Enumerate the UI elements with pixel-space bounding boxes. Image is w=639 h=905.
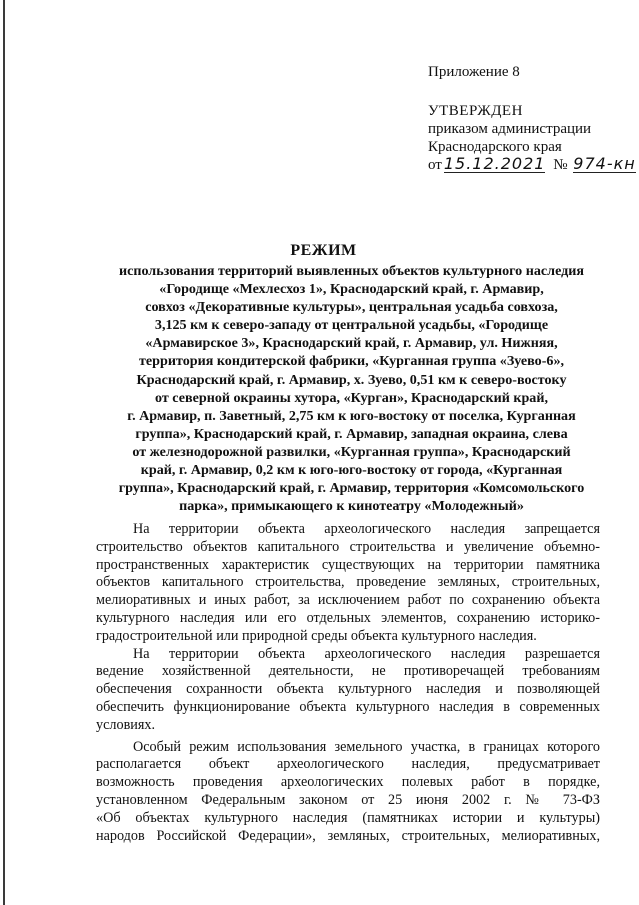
paragraph-line: На территории объекта археологического наследия разрешается (133, 645, 600, 662)
paragraph-special-regime (96, 739, 600, 846)
paragraph-line: народов Российской Федерации», земляных, строительных, мелиоративных, (96, 827, 600, 844)
date-prefix: от (428, 157, 442, 173)
paragraph-line: строительство объектов капитального строительства и увеличение объемно- (96, 538, 600, 555)
subtitle-line: группа», Краснодарский край, г. Армавир, западная окраина, слева (135, 425, 568, 442)
subtitle-line: совхоз «Декоративные культуры», центральная усадьба совхоза, (145, 299, 558, 316)
paragraph-line: располагается объект археологического наследия, предусматривает (96, 756, 600, 773)
subtitle-line: «Городище «Мехлесхоз 1», Краснодарский край, г. Армавир, (159, 281, 544, 298)
paragraph-permitted (96, 646, 600, 735)
handwritten-date: 15.12.2021 (443, 154, 546, 173)
paragraph-line: обеспечения сохранности объекта культурного наследия и позволяющей (96, 681, 600, 698)
subtitle-line: группа», Краснодарский край, г. Армавир, территория «Комсомольского (118, 480, 585, 497)
paragraph-line: пространственных характеристик существующих на территории памятника (96, 556, 600, 573)
document-title: РЕЖИМ (290, 242, 357, 259)
approval-block (428, 63, 638, 174)
paragraph-line: градостроительной или природной среды объекта культурного наследия. (96, 627, 537, 644)
subtitle-line: 3,125 км к северо-западу от центральной усадьбы, «Городище (154, 317, 549, 334)
scan-edge-line (3, 0, 5, 905)
document-subtitle (88, 262, 615, 515)
paragraph-line: На территории объекта археологического наследия запрещается (133, 521, 600, 537)
paragraph-line: культурного наследия или его отдельных элементов, сохранению историко- (96, 609, 600, 626)
subtitle-line: «Армавирское 3», Краснодарский край, г. Армавир, ул. Нижняя, (145, 335, 558, 352)
paragraph-line: ведение хозяйственной деятельности, не противоречащей требованиям (96, 663, 600, 680)
subtitle-line: Краснодарский край, г. Армавир, х. Зуево, 0,51 км к северо-востоку (136, 371, 567, 388)
paragraph-line: обеспечить функционирование объекта культурного наследия в современных (96, 698, 600, 715)
subtitle-line: территория кондитерской фабрики, «Курганная группа «Зуево-6», (138, 353, 565, 370)
paragraph-line: мелиоративных и иных работ, за исключением работ по сохранению объекта (96, 592, 600, 609)
paragraph-line: условиях. (96, 716, 156, 733)
subtitle-line: парка», примыкающего к кинотеатру «Молодежный» (179, 498, 524, 515)
handwritten-number: 974-кн (573, 154, 636, 173)
paragraph-prohibited (96, 521, 600, 646)
approved-label: УТВЕРЖДЕН (428, 103, 523, 119)
document-body (96, 521, 600, 845)
paragraph-line: установленном Федеральным законом от 25 июня 2002 г. № 73-ФЗ (96, 791, 600, 808)
order-date-number (428, 156, 638, 174)
paragraph-line: объектов капитального строительства, проведение земляных, строительных, (96, 574, 600, 591)
subtitle-line: от железнодорожной развилки, «Курганная группа», Краснодарский (132, 443, 571, 460)
subtitle-line: использования территорий выявленных объектов культурного наследия (118, 263, 585, 279)
subtitle-line: от северной окраины хутора, «Курган», Краснодарский край, (155, 389, 548, 406)
paragraph-line: «Об объектах культурного наследия (памятниках истории и культуры) (96, 809, 600, 826)
paragraph-line: Особый режим использования земельного участка, в границах которого (133, 738, 600, 755)
appendix-label: Приложение 8 (428, 64, 520, 80)
subtitle-line: край, г. Армавир, 0,2 км к юго-юго-востоку от города, «Курганная (140, 462, 563, 479)
order-line-2: Краснодарского края (428, 139, 562, 155)
subtitle-line: г. Армавир, п. Заветный, 2,75 км к юго-востоку от поселка, Курганная (127, 407, 576, 424)
number-sign: № (553, 157, 568, 173)
paragraph-line: возможность проведения археологических полевых работ в порядке, (96, 774, 600, 791)
order-line-1: приказом администрации (428, 121, 592, 137)
